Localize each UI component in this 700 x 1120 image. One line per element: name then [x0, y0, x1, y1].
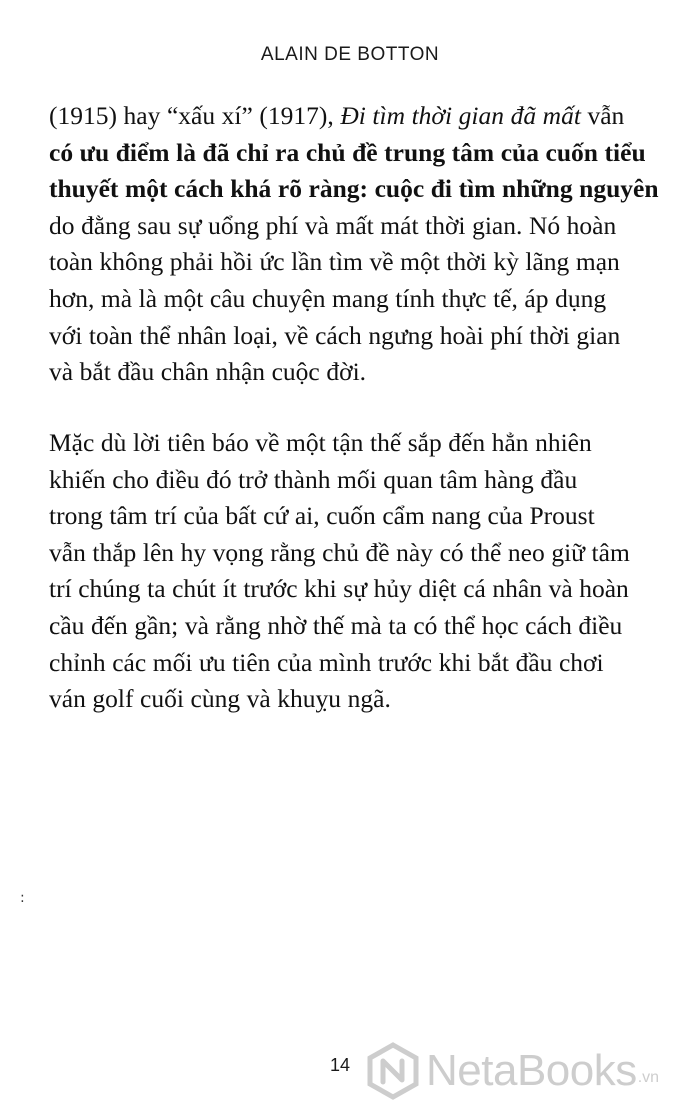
paragraph-1-line-5: toàn không phải hồi ức lần tìm về một thời kỳ lãng mạn: [49, 247, 620, 277]
line-text: (1915) hay “xấu xí” (1917),: [49, 101, 341, 130]
paragraph-1-line-3: thuyết một cách khá rõ ràng: cuộc đi tìm những nguyên: [49, 174, 659, 204]
margin-mark: :: [20, 890, 25, 906]
paragraph-1-line-1: [49, 98, 669, 135]
paragraph-1: [49, 98, 669, 391]
paragraph-2-line-1: Mặc dù lời tiên báo về một tận thế sắp đến hẳn nhiên: [49, 428, 592, 457]
paragraph-1-line-6: hơn, mà là một câu chuyện mang tính thực tế, áp dụng: [49, 283, 607, 313]
paragraph-2-line-6: cầu đến gần; và rằng nhờ thế mà ta có thể học cách điều: [49, 610, 623, 640]
paragraph-1-line-7: với toàn thể nhân loại, về cách ngưng hoài phí thời gian: [49, 320, 621, 350]
watermark-brand: NetaBooks: [426, 1046, 637, 1095]
watermark: [366, 1041, 659, 1101]
paragraph-1-line-2: có ưu điểm là đã chỉ ra chủ đề trung tâm của cuốn tiểu: [49, 137, 646, 167]
netabooks-logo-icon: [366, 1042, 420, 1100]
page-number: 14: [330, 1055, 351, 1075]
paragraph-2-line-3: trong tâm trí của bất cứ ai, cuốn cẩm nang của Proust: [49, 501, 595, 531]
book-title-italic: Đi tìm thời gian đã mất: [340, 101, 581, 130]
paragraph-1-line-4: do đằng sau sự uổng phí và mất mát thời gian. Nó hoàn: [49, 210, 617, 240]
paragraph-2-line-8: ván golf cuối cùng và khuỵu ngã.: [49, 684, 391, 714]
running-head-author: ALAIN DE BOTTON: [260, 44, 440, 65]
paragraph-2-line-2: khiến cho điều đó trở thành mối quan tâm hàng đầu: [49, 464, 578, 494]
paragraph-2-line-7: chỉnh các mối ưu tiên của mình trước khi bắt đầu chơi: [49, 647, 604, 677]
paragraph-2-line-4: vẫn thắp lên hy vọng rằng chủ đề này có thể neo giữ tâm: [49, 537, 630, 567]
line-text: vẫn: [580, 101, 625, 130]
paragraph-2-line-5: trí chúng ta chút ít trước khi sự hủy diệt cá nhân và hoàn: [49, 574, 629, 604]
paragraph-2: [49, 425, 669, 718]
watermark-suffix: .vn: [637, 1069, 660, 1086]
paragraph-1-line-8: và bắt đầu chân nhận cuộc đời.: [49, 357, 367, 387]
